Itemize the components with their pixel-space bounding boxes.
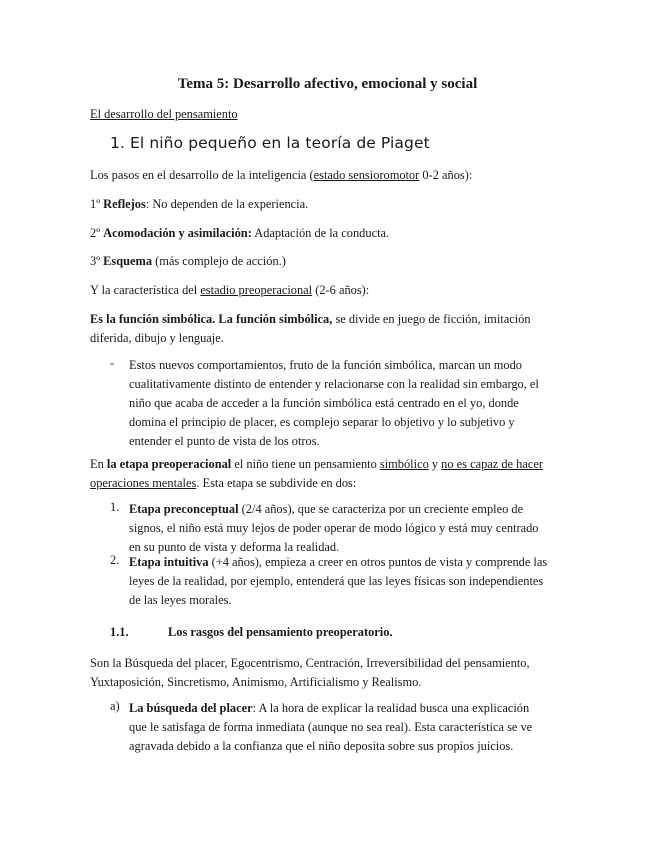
text-run: y — [428, 457, 442, 471]
paragraph-line — [90, 455, 568, 474]
intro-underlined-term: estado sensioromotor — [313, 168, 420, 182]
step-3 — [90, 252, 568, 271]
intro-paragraph — [90, 166, 568, 185]
paragraph-line — [129, 500, 569, 519]
line-text: se divide en juego de ficción, imitación — [332, 312, 531, 326]
step-term: Acomodación y asimilación: — [103, 226, 252, 240]
bold-term: Etapa intuitiva — [129, 555, 209, 569]
paragraph-line: domina el principio de placer, es complejo separar lo objetivo y lo subjetivo y — [129, 415, 515, 429]
etapa-paragraph — [90, 455, 568, 493]
paragraph-line — [90, 474, 568, 493]
paragraph-line: niño que acaba de acceder a la función simbólica está centrado en el yo, donde — [129, 396, 519, 410]
line-text: (+4 años), empieza a creer en otros puntos de vista y comprende las — [208, 555, 548, 569]
step-prefix: 3º — [90, 254, 104, 268]
item-a-paragraph — [129, 699, 569, 756]
underlined-term: no es capaz de hacer — [441, 457, 543, 471]
paragraph-line: leyes de la realidad, por ejemplo, entenderá que las leyes físicas son independientes — [129, 574, 544, 588]
rasgos-paragraph — [90, 654, 568, 692]
intro-text: Los pasos en el desarrollo de la inteligencia ( — [90, 168, 314, 182]
dash-item-paragraph — [129, 356, 569, 451]
document-title: Tema 5: Desarrollo afectivo, emocional y social — [177, 76, 478, 92]
step-prefix: 1º — [90, 197, 104, 211]
underlined-term: operaciones mentales — [90, 476, 197, 490]
paragraph-line: Son la Búsqueda del placer, Egocentrismo, Centración, Irreversibilidad del pensamiento, — [90, 656, 530, 670]
step-prefix: 2º — [90, 226, 104, 240]
paragraph-line: entender el punto de vista de los otros. — [129, 434, 320, 448]
step-description: : No dependen de la experiencia. — [145, 197, 309, 211]
paragraph-line: Yuxtaposición, Sincretismo, Animismo, Artificialismo y Realismo. — [90, 675, 422, 689]
preop-underlined-term: estadio preoperacional — [200, 283, 313, 297]
list-number: 1. — [110, 500, 120, 514]
paragraph-line: diferida, dibujo y lenguaje. — [90, 331, 224, 345]
step-description: (más complejo de acción.) — [152, 254, 286, 268]
list-letter: a) — [110, 699, 120, 713]
heading-1 — [110, 134, 430, 152]
preop-paragraph — [90, 281, 568, 300]
subetapa-item-2 — [129, 553, 569, 610]
step-1 — [90, 195, 568, 214]
paragraph-line: que le satisfaga de forma inmediata (aunque no sea real). Esta característica se ve — [129, 720, 533, 734]
text-run: En — [90, 457, 107, 471]
step-term: Esquema — [103, 254, 153, 268]
line-text: : A la hora de explicar la realidad busca una explicación — [252, 701, 530, 715]
paragraph-line: Estos nuevos comportamientos, fruto de la función simbólica, marcan un modo — [129, 358, 522, 372]
paragraph-line — [129, 699, 569, 718]
line-text: (2/4 años), que se caracteriza por un creciente empleo de — [238, 502, 524, 516]
heading-1-number: 1. — [110, 134, 125, 152]
step-2 — [90, 224, 568, 243]
bold-term: la etapa preoperacional — [106, 457, 232, 471]
dash-marker: - — [110, 356, 115, 370]
paragraph-line: cualitativamente distinto de entender y relacionarse con la realidad sin embargo, el — [129, 377, 539, 391]
step-description: Adaptación de la conducta. — [251, 226, 390, 240]
heading-1-text: El niño pequeño en la teoría de Piaget — [130, 134, 430, 152]
step-term: Reflejos — [103, 197, 146, 211]
paragraph-line — [90, 310, 568, 329]
heading-2-number: 1.1. — [110, 625, 129, 639]
preop-text-end: (2-6 años): — [312, 283, 370, 297]
paragraph-line: de las leyes morales. — [129, 593, 232, 607]
funcion-simbolica-paragraph — [90, 310, 568, 348]
bold-term: Etapa preconceptual — [129, 502, 239, 516]
section-heading: El desarrollo del pensamiento — [90, 107, 238, 121]
paragraph-line: en su punto de vista y deforma la realidad. — [129, 540, 340, 554]
text-run: el niño tiene un pensamiento — [231, 457, 380, 471]
bold-term: Es la función simbólica. La función simbólica, — [90, 312, 333, 326]
heading-2-text: Los rasgos del pensamiento preoperatorio. — [168, 625, 393, 639]
text-run: . Esta etapa se subdivide en dos: — [196, 476, 357, 490]
paragraph-line: agravada debido a la confianza que el niño deposita sobre sus propios juicios. — [129, 739, 514, 753]
intro-text-end: 0-2 años): — [419, 168, 473, 182]
paragraph-line — [129, 553, 569, 572]
paragraph-line: signos, el niño está muy lejos de poder operar de modo lógico y está muy centrado — [129, 521, 539, 535]
underlined-term: simbólico — [379, 457, 429, 471]
list-number: 2. — [110, 553, 120, 567]
preop-text: Y la característica del — [90, 283, 201, 297]
bold-term: La búsqueda del placer — [129, 701, 253, 715]
subetapa-item-1 — [129, 500, 569, 557]
